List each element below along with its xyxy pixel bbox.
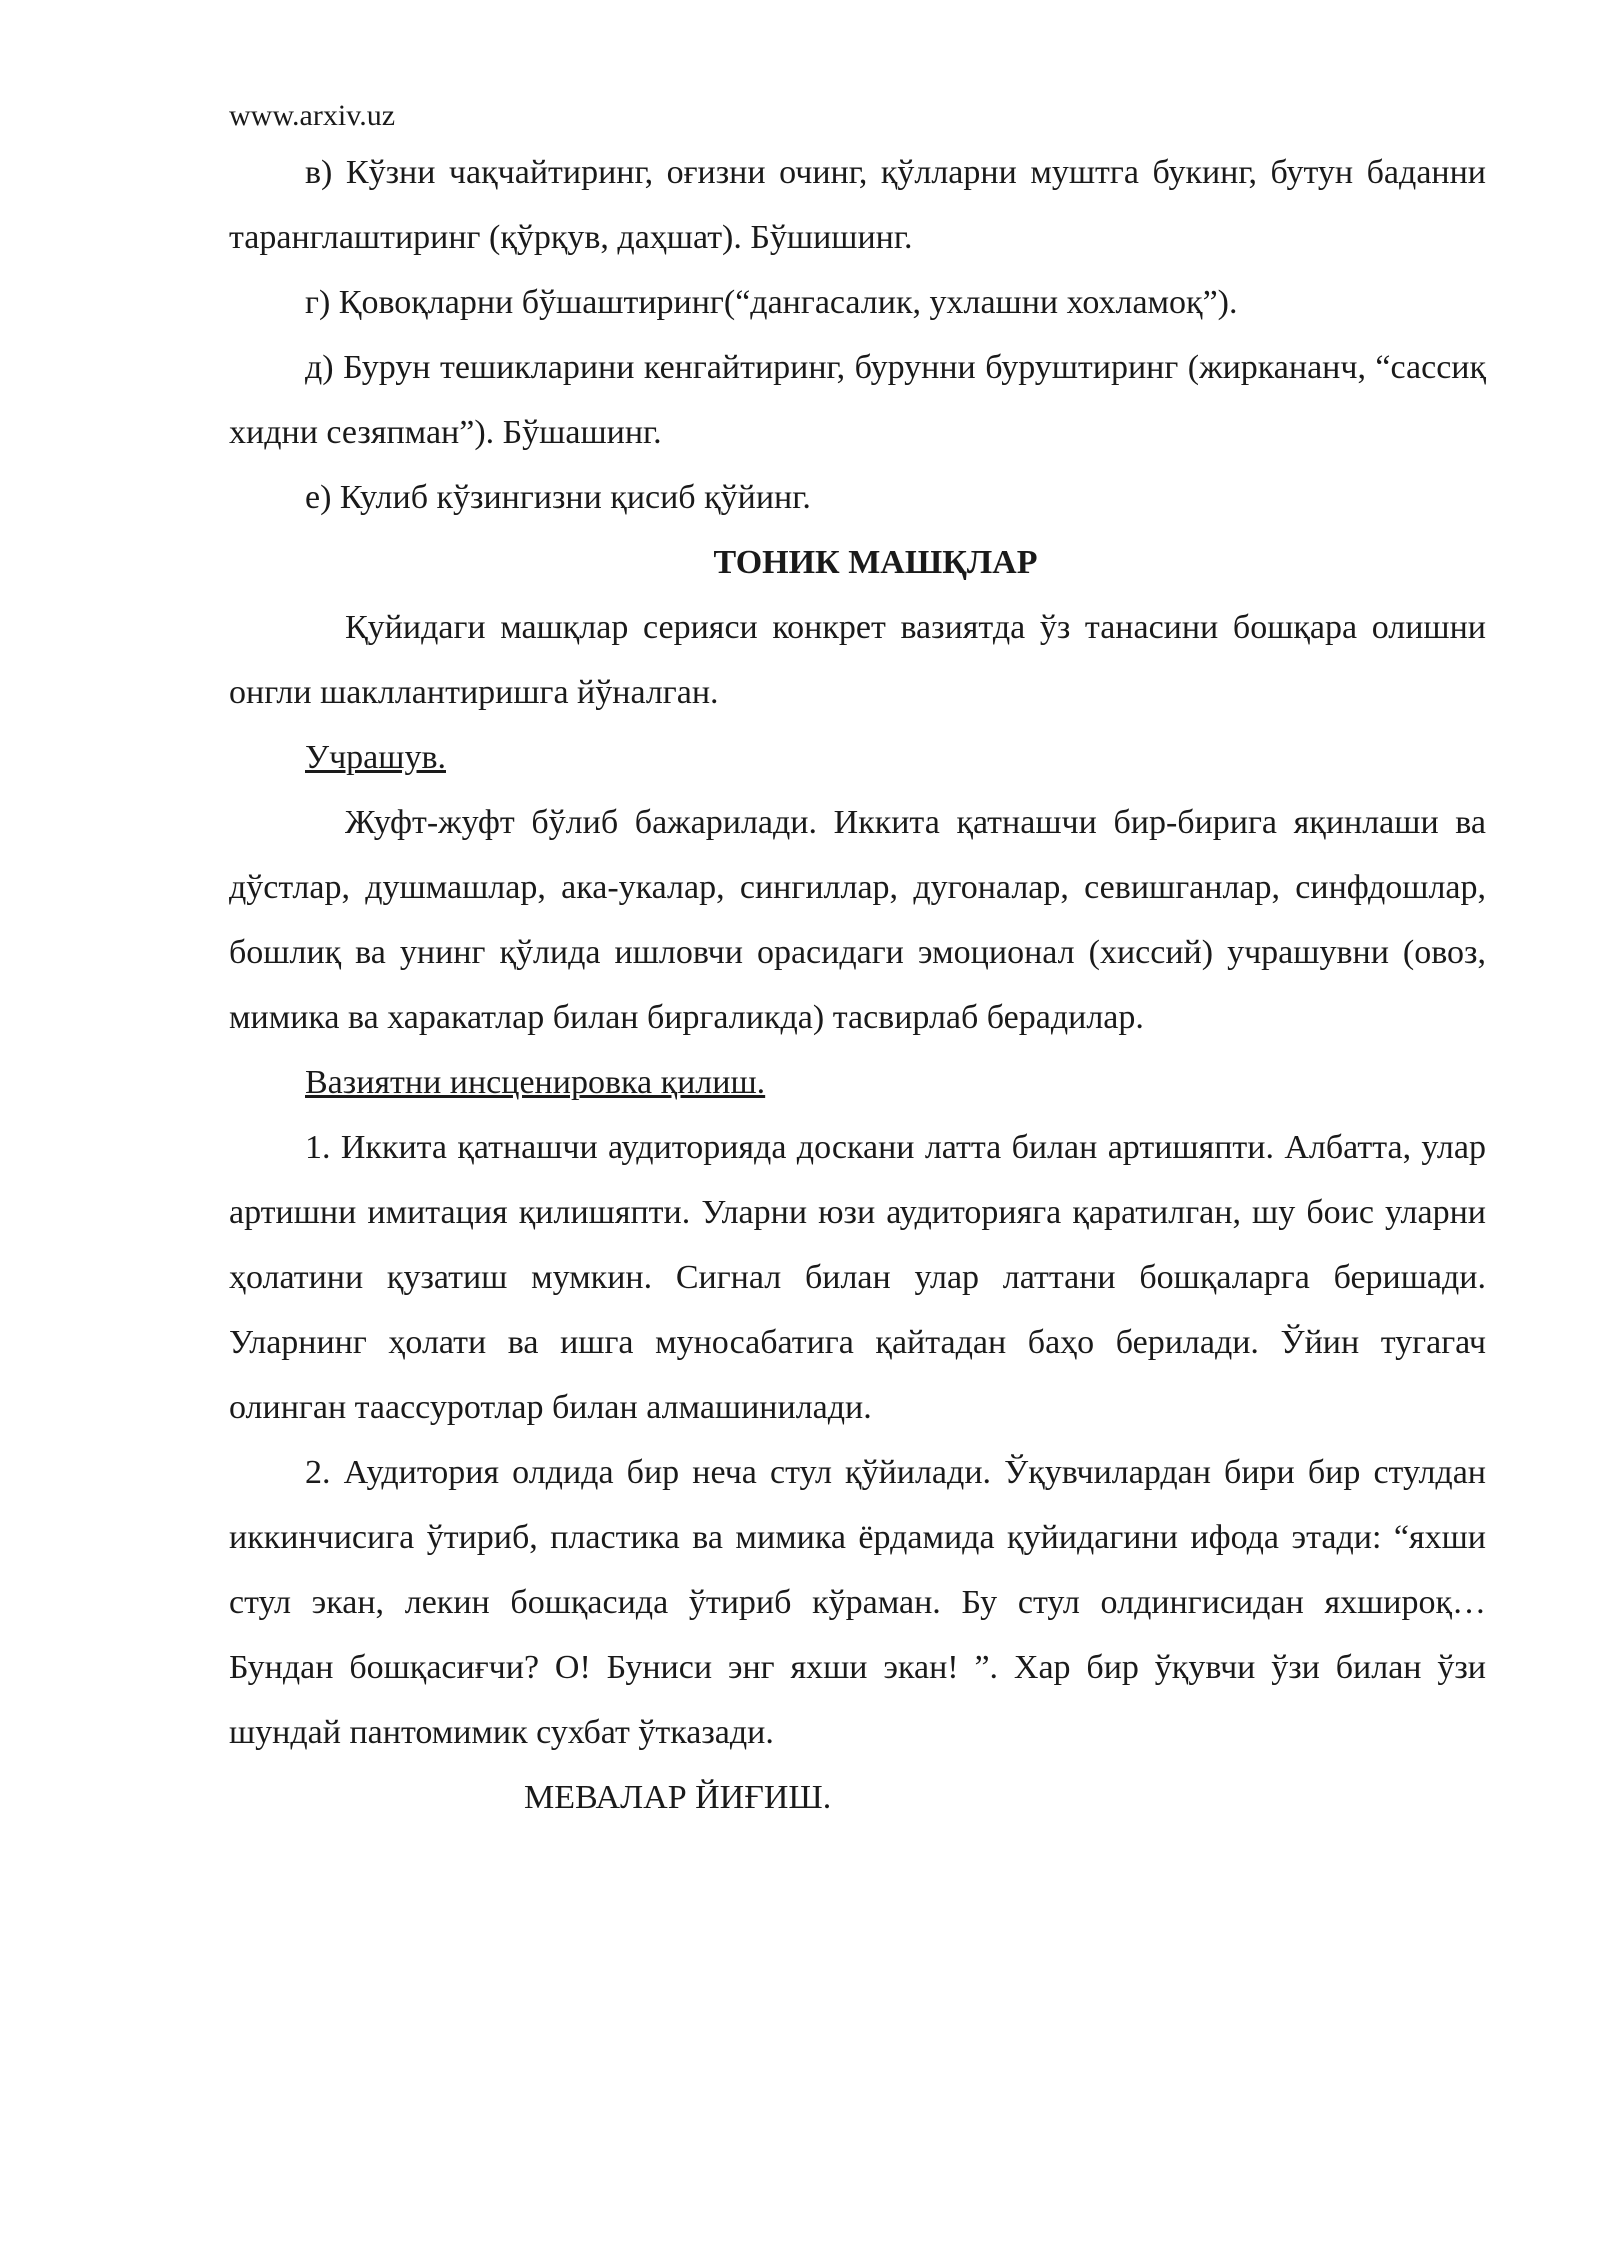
subheading-uchrashuv-text: Учрашув. xyxy=(305,739,446,776)
subheading-uchrashuv xyxy=(229,725,1486,790)
section-heading-tonik: ТОНИК МАШҚЛАР xyxy=(713,544,1038,581)
paragraph-item-g: г) Қовоқларни бўшаштиринг(“дангасалик, ухлашни хохламоқ”). xyxy=(305,284,1238,321)
closing-heading: МЕВАЛАР ЙИҒИШ. xyxy=(524,1779,832,1816)
paragraph-item-e: е) Кулиб кўзингизни қисиб қўйинг. xyxy=(305,479,811,516)
document-body xyxy=(229,140,1486,1830)
paragraph-item-d: д) Бурун тешикларини кенгайтиринг, бурунни буруштиринг (жиркананч, “сассиқ хидни сезяпман”). Бўшашинг. xyxy=(229,349,1486,451)
subheading-vaziyat xyxy=(229,1050,1486,1115)
paragraph-exercise-1: 1. Иккита қатнашчи аудиторияда доскани латта билан артишяпти. Албатта, улар артишни имитация қилишяпти. Уларни юзи аудиторияга қаратилган, шу боис уларни ҳолатини қузатиш мумкин. Сигнал билан улар латтани бошқаларга беришади. Уларнинг ҳолати ва ишга муносабатига қайтадан баҳо берилади. Ўйин тугагач олинган таассуротлар билан алмашинилади. xyxy=(229,1129,1486,1426)
paragraph-item-v: в) Кўзни чақчайтиринг, оғизни очинг, қўлларни муштга букинг, бутун баданни таранглаштиринг (қўрқув, даҳшат). Бўшишинг. xyxy=(229,154,1486,256)
paragraph-exercise-2: 2. Аудитория олдида бир неча стул қўйилади. Ўқувчилардан бири бир стулдан иккинчисига ўтириб, пластика ва мимика ёрдамида қуйидагини ифода этади: “яхши стул экан, лекин бошқасида ўтириб кўраман. Бу стул олдингисидан яхшироқ… Бундан бошқасиғчи? О! Буниси энг яхши экан! ”. Хар бир ўқувчи ўзи билан ўзи шундай пантомимик сухбат ўтказади. xyxy=(229,1454,1486,1751)
paragraph-intro: Қуйидаги машқлар серияси конкрет вазиятда ўз танасини бошқара олишни онгли шакллантиришга йўналган. xyxy=(229,609,1486,711)
site-url: www.arxiv.uz xyxy=(229,99,396,132)
subheading-vaziyat-text: Вазиятни инсценировка қилиш. xyxy=(305,1064,766,1101)
paragraph-uchrashuv: Жуфт-жуфт бўлиб бажарилади. Иккита қатнашчи бир-бирига яқинлаши ва дўстлар, душмашлар, ака-укалар, сингиллар, дугоналар, севишганлар, синфдошлар, бошлиқ ва унинг қўлида ишловчи орасидаги эмоционал (хиссий) учрашувни (овоз, мимика ва харакатлар билан биргаликда) тасвирлаб берадилар. xyxy=(229,804,1486,1036)
